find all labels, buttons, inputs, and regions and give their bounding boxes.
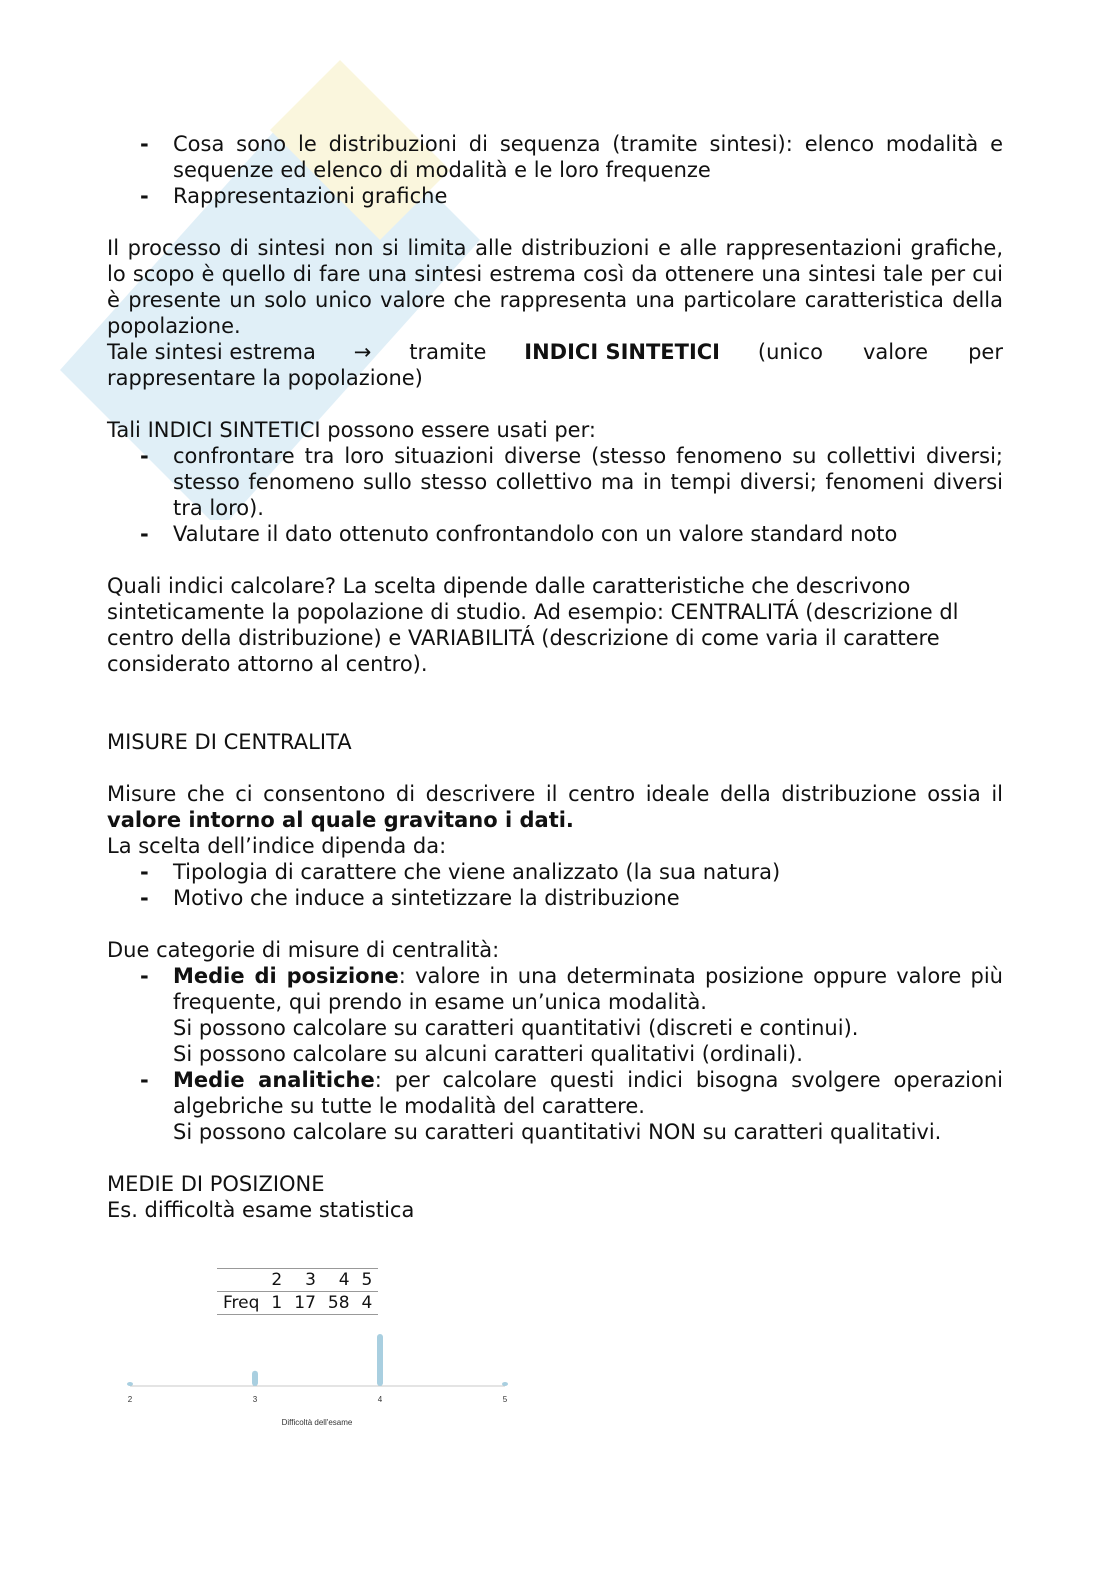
paragraph-example: Es. difficoltà esame statistica — [107, 1198, 415, 1222]
arrow-icon: → — [353, 340, 372, 364]
paragraph-scelta: La scelta dell’indice dipenda da: — [107, 834, 447, 858]
difficulty-chart — [110, 1325, 530, 1435]
chart-bar — [252, 1371, 258, 1386]
heading-misure-centralita: MISURE DI CENTRALITA — [107, 730, 352, 754]
paragraph-indices-cont: rappresentare la popolazione) — [107, 366, 423, 390]
x-tick-label: 5 — [502, 1395, 508, 1404]
document-body — [107, 131, 1003, 1223]
x-axis-label: Difficoltà dell'esame — [281, 1418, 353, 1427]
x-tick-label: 2 — [127, 1395, 133, 1404]
list-item: - Motivo che induce a sintetizzare la distribuzione — [173, 885, 1003, 911]
chart-bar — [377, 1334, 383, 1386]
x-tick-label: 4 — [377, 1395, 383, 1404]
choice-list — [107, 859, 1003, 911]
paragraph-synthesis: Il processo di sintesi non si limita alle distribuzioni e alle rappresentazioni grafiche, lo scopo è quello di fare una sintesi estrema così da ottenere una sintesi tale per cui è presente un solo unico valore che rappresenta una particolare caratteristica della popolazione. — [107, 236, 1003, 338]
frequency-table — [217, 1268, 378, 1315]
list-item: - Tipologia di carattere che viene analizzato (la sua natura) — [173, 859, 1003, 885]
table-row: 2 3 4 5 — [217, 1269, 378, 1292]
paragraph-misure: Misure che ci consentono di descrivere il centro ideale della distribuzione ossia il valore intorno al quale gravitano i dati. — [107, 782, 1003, 832]
paragraph-indices: Tale sintesi estrema → tramite INDICI SINTETICI (unico valore per — [107, 340, 1003, 364]
heading-medie-posizione: MEDIE DI POSIZIONE — [107, 1172, 325, 1196]
top-list — [107, 131, 1003, 209]
list-item: - Medie analitiche: per calcolare questi indici bisogna svolgere operazioni algebriche su tutte le modalità del carattere. Si possono calcolare su caratteri quantitativi NON su caratteri qualitativi. — [173, 1067, 1003, 1145]
list-item: - Medie di posizione: valore in una determinata posizione oppure valore più frequente, qui prendo in esame un’unica modalità. Si possono calcolare su caratteri quantitativi (discreti e continui). Si possono calcolare su alcuni caratteri qualitativi (ordinali). — [173, 963, 1003, 1067]
chart-bar — [127, 1382, 133, 1386]
x-tick-label: 3 — [252, 1395, 258, 1404]
list-item: - confrontare tra loro situazioni diverse (stesso fenomeno su collettivi diversi; stesso fenomeno sullo stesso collettivo ma in tempi diversi; fenomeni diversi tra loro). — [173, 443, 1003, 521]
uses-list — [107, 443, 1003, 547]
paragraph-which-indices: Quali indici calcolare? La scelta dipende dalle caratteristiche che descrivono sinteticamente la popolazione di studio. Ad esempio: CENTRALITÁ (descrizione dl centro della distribuzione) e VARIABILITÁ (descrizione di come varia il carattere considerato attorno al centro). — [107, 574, 959, 676]
categories-list — [107, 963, 1003, 1145]
list-item: - Cosa sono le distribuzioni di sequenza (tramite sintesi): elenco modalità e sequenze ed elenco di modalità e le loro frequenze — [173, 131, 1003, 183]
table-row: Freq 1 17 58 4 — [217, 1292, 378, 1315]
paragraph-uses: Tali INDICI SINTETICI possono essere usati per: — [107, 418, 596, 442]
chart-bar — [502, 1382, 508, 1386]
paragraph-categorie: Due categorie di misure di centralità: — [107, 938, 500, 962]
list-item: - Valutare il dato ottenuto confrontandolo con un valore standard noto — [173, 521, 1003, 547]
list-item: - Rappresentazioni grafiche — [173, 183, 1003, 209]
paragraph-indices-end-first: (unico valore per — [757, 340, 1003, 364]
